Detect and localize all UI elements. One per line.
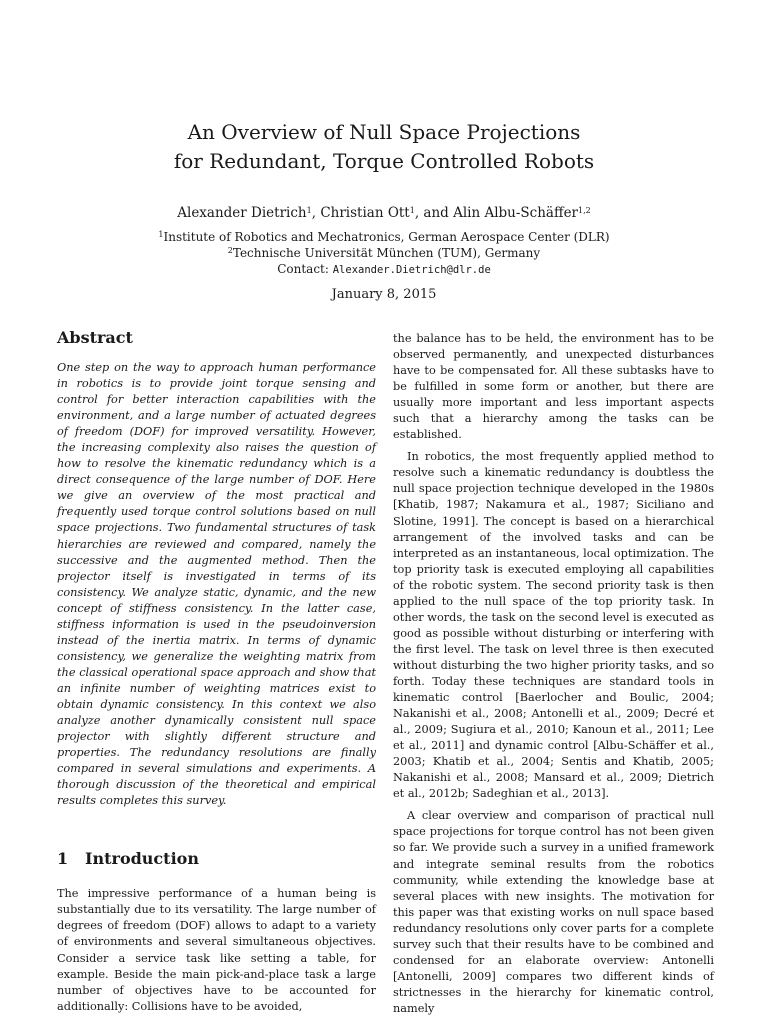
abstract-text: One step on the way to approach human performance in robotics is to provide joint torque sensing and control for better interaction capabilities with the environment, and a large number of actuated degrees of freedom (DOF) for improved versatility. However, the increasing complexity also raises the question of how to resolve the kinematic redundancy which is a direct consequence of the large number of DOF. Here we give an overview of the most practical and frequently used torque control solutions based on null space projections. Two fundamental structures of task hierarchies are reviewed and compared, namely the successive and the augmented method. Then the projector itself is investigated in terms of its consistency. We analyze static, dynamic, and the new concept of stiffness consistency. In the latter case, stiffness information is used in the pseudoinversion instead of the inertia matrix. In terms of dynamic consistency, we generalize the weighting matrix from the classical operational space approach and show that an infinite number of weighting matrices exist to obtain dynamic consistency. In this context we also analyze another dynamically consistent null space projector with slightly different structure and properties. The redundancy resolutions are finally compared in several simulations and experiments. A thorough discussion of the theoretical and empirical results completes this survey.: [57, 361, 376, 808]
affiliation-line: [60, 229, 708, 245]
author-separator: , and: [414, 205, 454, 221]
section-title: Introduction: [85, 849, 199, 869]
author-separator: ,: [311, 205, 321, 221]
affiliation-mark: 2: [227, 246, 233, 255]
affiliation-text: Institute of Robotics and Mechatronics, German Aerospace Center (DLR): [163, 230, 610, 244]
author-name: Alexander Dietrich: [177, 205, 307, 221]
contact-email[interactable]: Alexander.Dietrich@dlr.de: [332, 264, 491, 276]
author-affiliation-mark: 1: [409, 206, 415, 215]
affiliation-line: [60, 245, 708, 261]
author-affiliation-mark: 1: [306, 206, 312, 215]
body-paragraph: the balance has to be held, the environment has to be observed permanently, and unexpected disturbances have to be compensated for. All these subtasks have to be fulfilled in some form or another, but there are usually more important and less important aspects such that a hierarchy among the tasks can be established.: [393, 332, 714, 442]
title-line-2: for Redundant, Torque Controlled Robots: [173, 149, 595, 173]
author-name: Alin Albu-Schäffer: [453, 205, 579, 221]
author-name: Christian Ott: [320, 205, 410, 221]
contact-label: Contact:: [277, 262, 333, 276]
title-line-1: An Overview of Null Space Projections: [187, 120, 581, 144]
body-paragraph: A clear overview and comparison of practical null space projections for torque control has not been given so far. We provide such a survey in a unified framework and integrate seminal results from the robotics community, while extending the knowledge base at several places with new insights. The motivation for this paper was that existing works on null space based redundancy resolutions only cover parts for a complete survey such that their results have to be combined and condensed for an elaborate overview: Antonelli [Antonelli, 2009] compares two different kinds of strictnesses in the hierarchy for kinematic control, namely: [393, 809, 714, 1015]
author-list: [60, 205, 708, 222]
abstract-heading: Abstract: [57, 328, 133, 347]
introduction-heading: [57, 849, 376, 869]
publication-date: January 8, 2015: [331, 287, 437, 302]
introduction-paragraph: The impressive performance of a human being is substantially due to its versatility. The large number of degrees of freedom (DOF) allows to adapt to a variety of environments and several simultaneous objectives. Consider a service task like setting a table, for example. Beside the main pick-and-place task a large number of objectives have to be accounted for additionally: Collisions have to be avoided,: [57, 887, 376, 1013]
paper-title: [100, 118, 668, 176]
right-column: [393, 331, 714, 1017]
left-column: [57, 328, 376, 1015]
contact-line: [60, 261, 708, 278]
affiliations: [60, 229, 708, 278]
body-paragraph: In robotics, the most frequently applied method to resolve such a kinematic redundancy is doubtless the null space projection technique developed in the 1980s [Khatib, 1987; Nakamura et al., 1987; Siciliano and Slotine, 1991]. The concept is based on a hierarchical arrangement of the involved tasks and can be interpreted as an instantaneous, local optimization. The top priority task is executed employing all capabilities of the robotic system. The second priority task is then applied to the null space of the top priority task. In other words, the task on the second level is executed as good as possible without disturbing or interfering with the first level. The task on level three is then executed without disturbing the two higher priority tasks, and so forth. Today these techniques are standard tools in kinematic control [Baerlocher and Boulic, 2004; Nakanishi et al., 2008; Antonelli et al., 2009; Decré et al., 2009; Sugiura et al., 2010; Kanoun et al., 2011; Lee et al., 2011] and dynamic control [Albu-Schäffer et al., 2003; Khatib et al., 2004; Sentis and Khatib, 2005; Nakanishi et al., 2008; Mansard et al., 2009; Dietrich et al., 2012b; Sadeghian et al., 2013].: [393, 450, 714, 801]
author-affiliation-mark: 1,2: [578, 206, 591, 215]
section-number: 1: [57, 849, 69, 869]
affiliation-text: Technische Universität München (TUM), Germany: [232, 246, 541, 260]
affiliation-mark: 1: [158, 230, 164, 239]
